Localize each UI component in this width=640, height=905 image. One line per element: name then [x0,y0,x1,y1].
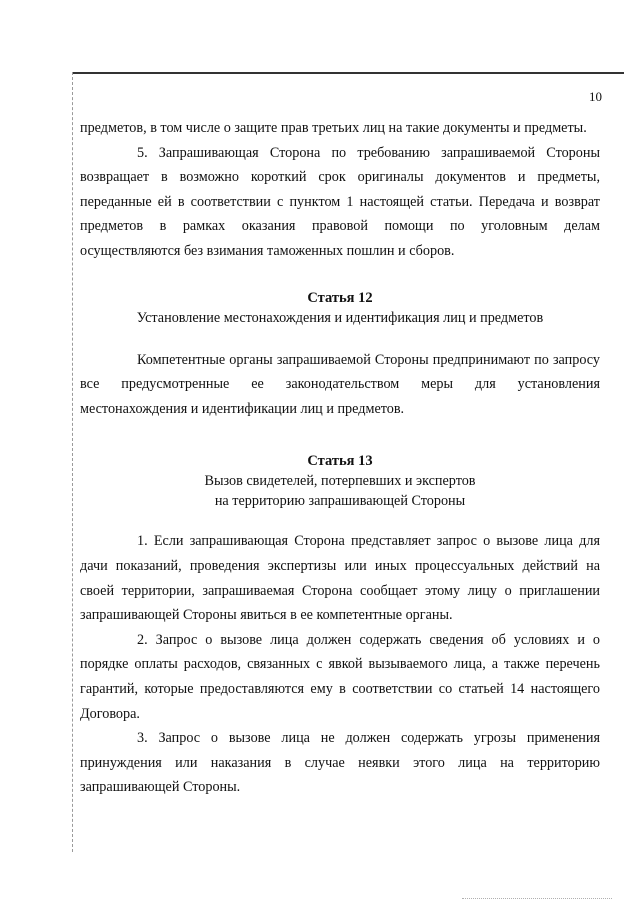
article-13-title: Статья 13 [307,453,373,470]
article-13-paragraph-1: 1. Если запрашивающая Сторона представляет запрос о вызове лица для дачи показаний, проведения экспертизы или иных процессуальных действий на своей территории, запрашиваемая Сторона сообщает этому лицу о приглашении запрашивающей Стороны явиться в ее компетентные органы. [80,533,600,624]
article-12-paragraph: Компетентные органы запрашиваемой Стороны предпринимают по запросу все предусмотренные ее законодательством меры для установления местонахождения и идентификации лиц и предметов. [80,351,600,417]
article-13-paragraph-2: 2. Запрос о вызове лица должен содержать сведения об условиях и о порядке оплаты расходов, связанных с явкой вызываемого лица, а также перечень гарантий, которые предоставляются ему в соответствии со статьей 14 настоящего Договора. [80,631,600,722]
page-top-border [72,72,624,74]
article-13-subtitle-line2: на территорию запрашивающей Стороны [214,493,466,510]
article-12-title: Статья 12 [307,289,373,306]
article-12-subtitle: Установление местонахождения и идентификация лиц и предметов [136,309,544,326]
page-number: 10 [589,89,602,104]
paragraph-continuation: предметов, в том числе о защите прав третьих лиц на такие документы и предметы. [80,120,587,136]
scan-artifact-line [462,898,612,899]
article-13-paragraph-3: 3. Запрос о вызове лица не должен содержать угрозы применения принуждения или наказания в случае неявки этого лица на территорию запрашивающей Стороны. [80,730,600,796]
document-body [80,116,600,800]
paragraph-item-5: 5. Запрашивающая Сторона по требованию запрашиваемой Стороны возвращает в возможно короткий срок оригиналы документов и предметы, переданные ей в соответствии с пунктом 1 настоящей статьи. Передача и возврат предметов в рамках оказания правовой помощи по уголовным делам осуществляются без взимания таможенных пошлин и сборов. [80,144,600,259]
page-left-border [72,72,73,852]
article-13-subtitle-line1: Вызов свидетелей, потерпевших и экспертов [204,473,476,490]
